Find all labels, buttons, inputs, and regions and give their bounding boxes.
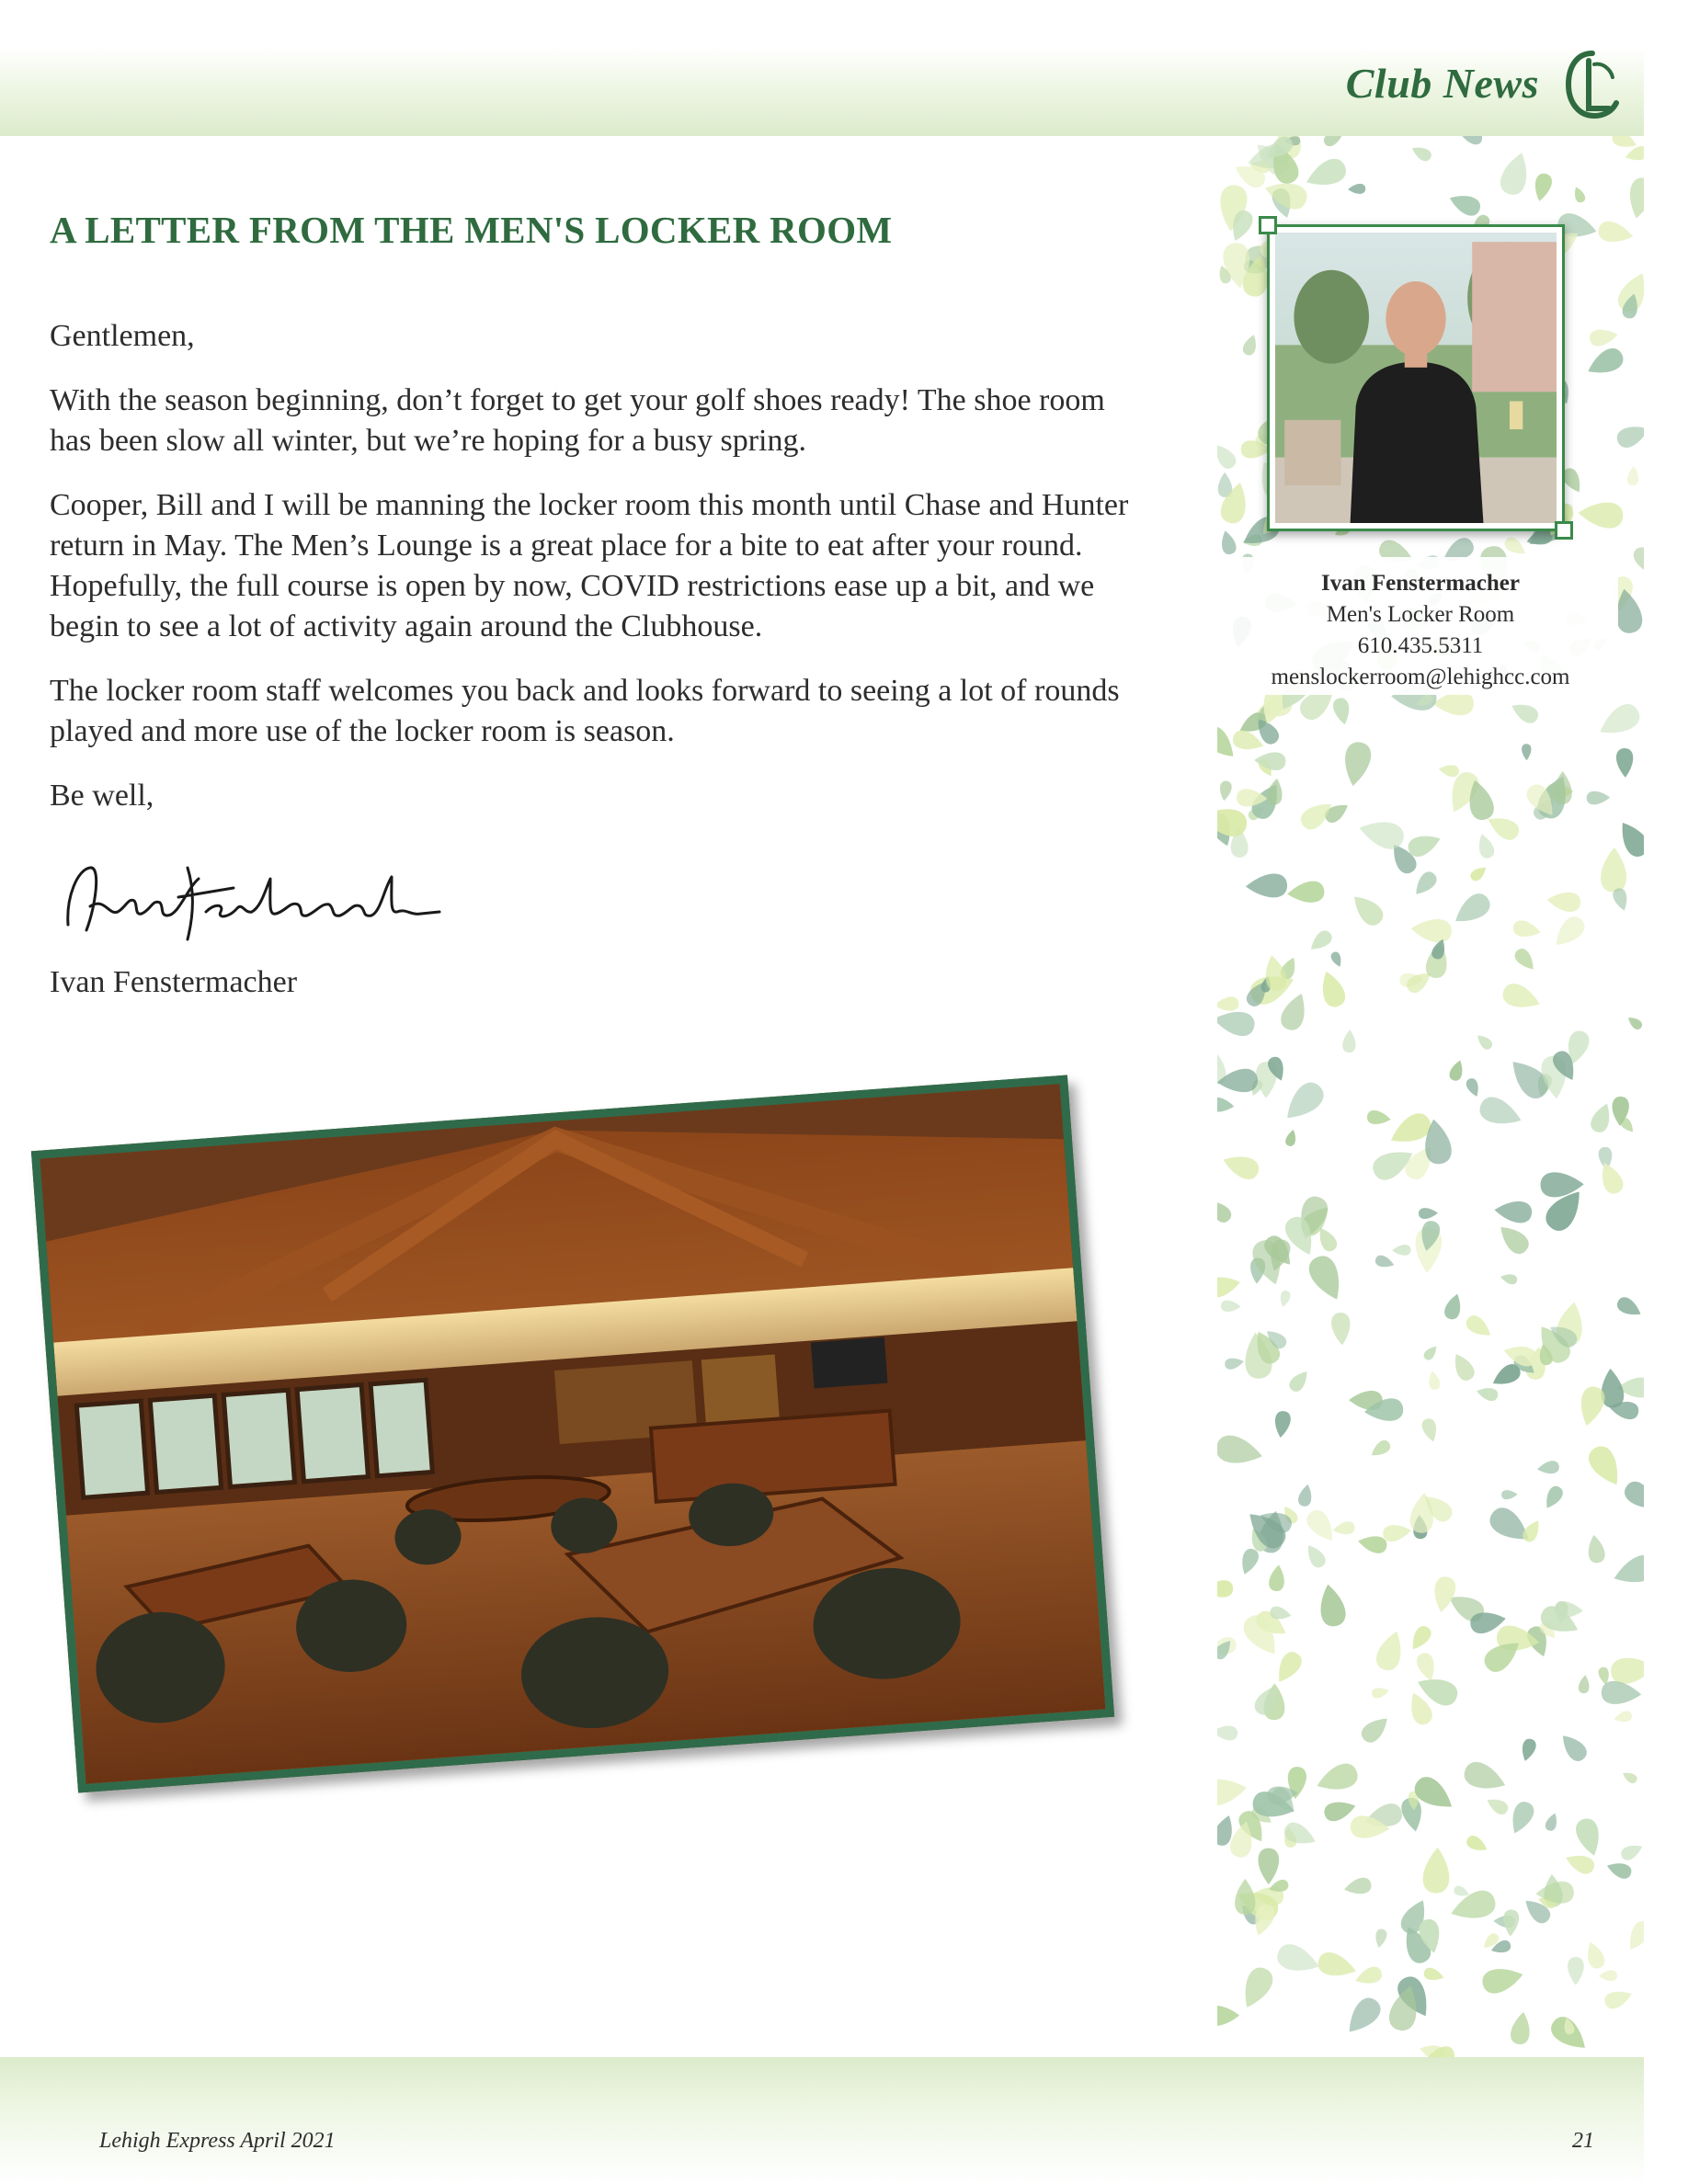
leaf-shape — [1609, 1654, 1644, 1685]
leaf-shape — [1502, 1909, 1519, 1937]
leaf-shape — [1594, 700, 1644, 743]
leaf-shape — [1340, 1993, 1386, 2040]
article-paragraph: Cooper, Bill and I will be manning the locker room this month until Chase and Hunter return in May. The Men’s Lounge is a great place for a bite to eat after your round. Hopefully, the full course is open by now, COVID restrictions ease up a bit, and we begin to see a lot of activity again around the Clubhouse. — [50, 488, 1129, 643]
leaf-shape — [1549, 913, 1589, 952]
leaf-shape — [1286, 1367, 1312, 1393]
leaf-shape — [1446, 189, 1483, 219]
leaf-shape — [1407, 1623, 1434, 1654]
leaf-shape — [1297, 1483, 1315, 1507]
leaf-shape — [1460, 136, 1484, 146]
leaf-shape — [1511, 919, 1542, 940]
leaf-shape — [1392, 1245, 1411, 1256]
leaf-shape — [1258, 1848, 1279, 1885]
leaf-shape — [1577, 500, 1624, 529]
leaf-shape — [1316, 1950, 1359, 1982]
leaf-shape — [1414, 1651, 1439, 1683]
signer-name: Ivan Fenstermacher — [50, 965, 298, 999]
leaf-shape — [1438, 763, 1460, 778]
leaf-shape — [1571, 185, 1587, 204]
leaf-shape — [1625, 1014, 1644, 1031]
page-number: 21 — [1572, 2129, 1594, 2153]
leaf-shape — [1601, 1680, 1642, 1706]
leaf-shape — [1568, 1957, 1584, 1985]
leaf-shape — [1443, 1291, 1465, 1321]
leaf-shape — [1595, 1159, 1625, 1197]
leaf-shape — [1368, 1438, 1393, 1460]
leaf-shape — [1468, 863, 1489, 882]
leaf-shape — [1332, 1520, 1356, 1536]
leaf-shape — [1342, 1029, 1357, 1053]
contact-phone[interactable]: 610.435.5311 — [1357, 633, 1484, 658]
leaf-shape — [1502, 535, 1529, 560]
article-paragraph: Be well, — [50, 779, 154, 813]
leaf-shape — [1347, 890, 1387, 930]
leaf-shape — [1217, 1272, 1242, 1299]
leaf-shape — [1546, 890, 1581, 913]
contact-card — [1223, 557, 1618, 695]
leaf-shape — [1382, 1522, 1412, 1542]
leaf-shape — [1356, 815, 1407, 852]
leaf-shape — [1217, 1775, 1249, 1807]
leaf-shape — [1485, 1503, 1535, 1550]
leaf-shape — [1465, 1833, 1490, 1855]
leaf-shape — [1599, 1970, 1618, 1982]
leaf-shape — [1553, 771, 1572, 804]
leaf-shape — [1588, 1100, 1614, 1134]
leaf-shape — [1555, 1601, 1584, 1620]
leaf-shape — [1501, 1490, 1518, 1500]
leaf-shape — [1419, 1208, 1438, 1220]
leaf-shape — [1624, 144, 1644, 164]
section-title: Club News — [1345, 60, 1539, 107]
leaf-shape — [1448, 1058, 1466, 1082]
leaf-shape — [1322, 136, 1346, 148]
article-body — [50, 316, 1135, 840]
leaf-shape — [1302, 155, 1350, 194]
leaf-shape — [1374, 1928, 1388, 1949]
leaf-shape — [1623, 1917, 1644, 1954]
leaf-shape — [1286, 881, 1325, 905]
leaf-shape — [1519, 1737, 1538, 1763]
leaf-shape — [1610, 1552, 1644, 1590]
leaf-shape — [1268, 1564, 1286, 1592]
leaf-shape — [1578, 1674, 1591, 1693]
signature-image — [50, 851, 445, 952]
leaf-shape — [1621, 1477, 1644, 1517]
leaf-shape — [1358, 1712, 1393, 1746]
leaf-shape — [1474, 1031, 1494, 1052]
leaf-shape — [1236, 1963, 1276, 2013]
leaf-shape — [1589, 326, 1619, 347]
leaf-shape — [1217, 1433, 1265, 1470]
leaf-shape — [1613, 1710, 1633, 1724]
leaf-shape — [1544, 1812, 1560, 1833]
leaf-shape — [1272, 1648, 1306, 1687]
leaf-shape — [1602, 1986, 1635, 2011]
leaf-shape — [1512, 946, 1539, 973]
leaf-shape — [1218, 780, 1233, 802]
leaf-shape — [1278, 990, 1312, 1033]
leaf-shape — [1494, 1220, 1533, 1257]
footer-publication: Lehigh Express April 2021 — [99, 2129, 336, 2153]
leaf-shape — [1217, 440, 1239, 472]
leaf-shape — [1420, 1417, 1440, 1444]
leaf-shape — [1465, 1076, 1482, 1098]
leaf-shape — [1217, 1724, 1238, 1742]
leaf-shape — [1217, 1196, 1235, 1226]
leaf-shape — [1366, 1109, 1392, 1126]
leaf-shape — [1374, 1628, 1409, 1674]
leaf-shape — [1266, 778, 1284, 806]
leaf-shape — [1237, 1547, 1261, 1577]
leaf-shape — [1218, 529, 1237, 555]
leaf-shape — [1278, 1077, 1329, 1127]
leaf-shape — [1621, 1769, 1639, 1785]
leaf-shape — [1532, 172, 1554, 203]
leaf-shape — [1272, 1410, 1292, 1439]
leaf-shape — [1422, 1847, 1451, 1894]
leaf-shape — [1303, 1541, 1329, 1571]
leaf-shape — [1329, 950, 1344, 969]
article-paragraph: With the season beginning, don’t forget to get your golf shoes ready! The shoe room has been slow all winter, but we’re hoping for a busy spring. — [50, 383, 1105, 458]
leaf-shape — [1313, 1760, 1361, 1797]
leaf-shape — [1461, 1758, 1510, 1797]
leaf-shape — [1353, 1964, 1385, 1988]
leaf-shape — [1614, 420, 1644, 450]
leaf-shape — [1217, 1579, 1234, 1598]
article-heading: A LETTER FROM THE MEN'S LOCKER ROOM — [50, 209, 893, 251]
leaf-shape — [1484, 1794, 1511, 1816]
leaf-shape — [1631, 544, 1644, 576]
leaf-shape — [1241, 333, 1260, 357]
leaf-shape — [1509, 2010, 1533, 2045]
leaf-shape — [1604, 1859, 1633, 1881]
leaf-shape — [1584, 1442, 1627, 1492]
leaf-shape — [1221, 1300, 1241, 1313]
footer-band — [0, 2057, 1644, 2184]
leaf-shape — [1330, 1312, 1352, 1346]
leaf-shape — [1563, 1850, 1597, 1877]
leaf-shape — [1410, 916, 1453, 943]
leaf-shape — [1493, 1200, 1533, 1224]
leaf-shape — [1316, 1582, 1348, 1628]
leaf-shape — [1619, 1840, 1644, 1862]
leaf-shape — [1508, 699, 1541, 726]
leaf-shape — [1220, 1150, 1262, 1182]
leaf-shape — [1284, 1129, 1298, 1148]
leaf-shape — [1506, 1799, 1537, 1837]
leaf-shape — [1278, 1290, 1292, 1308]
leaf-shape — [1303, 1507, 1340, 1547]
leaf-shape — [1449, 889, 1494, 930]
lehigh-cc-monogram-icon — [1563, 48, 1622, 121]
leaf-shape — [1475, 1385, 1499, 1403]
leaf-shape — [1427, 1370, 1442, 1390]
leaf-shape — [1322, 1797, 1358, 1824]
leaf-shape — [1331, 697, 1352, 726]
contact-email[interactable]: menslockerroom@lehighcc.com — [1271, 665, 1570, 689]
leaf-shape — [1541, 1484, 1566, 1511]
portrait-frame — [1267, 224, 1565, 531]
leaf-shape — [1422, 1966, 1445, 1983]
leaf-shape — [1409, 142, 1433, 163]
leaf-shape — [1431, 1575, 1457, 1614]
leaf-shape — [1573, 1816, 1604, 1859]
contact-role: Men's Locker Room — [1326, 602, 1515, 627]
leaf-shape — [1586, 1533, 1606, 1564]
leaf-shape — [1597, 220, 1636, 246]
leaf-shape — [1235, 1879, 1255, 1915]
leaf-shape — [1254, 751, 1286, 770]
leaf-shape — [1626, 465, 1639, 485]
leaf-shape — [1305, 1252, 1349, 1305]
leaf-shape — [1616, 748, 1634, 779]
contact-name: Ivan Fenstermacher — [1321, 571, 1520, 596]
leaf-shape — [1432, 692, 1474, 716]
leaf-shape — [1625, 176, 1644, 221]
leaf-shape — [1246, 873, 1288, 898]
leaf-shape — [1306, 927, 1335, 954]
leaf-shape — [1522, 744, 1532, 760]
leaf-shape — [1500, 1272, 1518, 1285]
leaf-shape — [1497, 149, 1534, 198]
leaf-shape — [1274, 1940, 1323, 1978]
leaf-shape — [1371, 1686, 1390, 1700]
leaf-shape — [1217, 1097, 1235, 1113]
leaf-shape — [1374, 1254, 1396, 1270]
leaf-shape — [1500, 981, 1543, 1015]
leaf-shape — [1217, 1007, 1256, 1038]
leaf-shape — [1576, 1384, 1608, 1428]
leaf-shape — [1340, 740, 1374, 788]
leaf-shape — [1583, 1939, 1607, 1971]
leaf-shape — [1536, 1460, 1560, 1475]
leaf-shape — [1480, 1963, 1526, 1996]
leaf-shape — [1586, 791, 1610, 804]
leaf-shape — [1449, 1350, 1477, 1383]
leaf-shape — [1422, 1343, 1441, 1361]
leaf-shape — [1224, 1356, 1245, 1371]
leaf-shape — [1475, 832, 1496, 860]
leaf-shape — [1410, 869, 1440, 899]
portrait-photo — [1275, 233, 1557, 523]
leaf-shape — [1557, 1730, 1591, 1765]
article-paragraph: The locker room staff welcomes you back and looks forward to seeing a lot of rounds played and more use of the locker room is season. — [50, 674, 1120, 748]
lounge-photo — [40, 1084, 1106, 1784]
leaf-shape — [1583, 345, 1626, 381]
leaf-shape — [1614, 1294, 1644, 1321]
leaf-shape — [1317, 968, 1349, 1009]
leaf-shape — [1477, 1093, 1525, 1132]
leaf-shape — [1348, 184, 1366, 195]
article-paragraph: Gentlemen, — [50, 319, 195, 353]
lounge-photo-frame — [31, 1075, 1114, 1793]
leaf-shape — [1463, 1313, 1495, 1342]
leaf-shape — [1601, 847, 1627, 893]
leaf-shape — [1217, 2006, 1239, 2027]
leaf-shape — [1342, 1876, 1373, 1897]
leaf-shape — [1217, 995, 1239, 1012]
